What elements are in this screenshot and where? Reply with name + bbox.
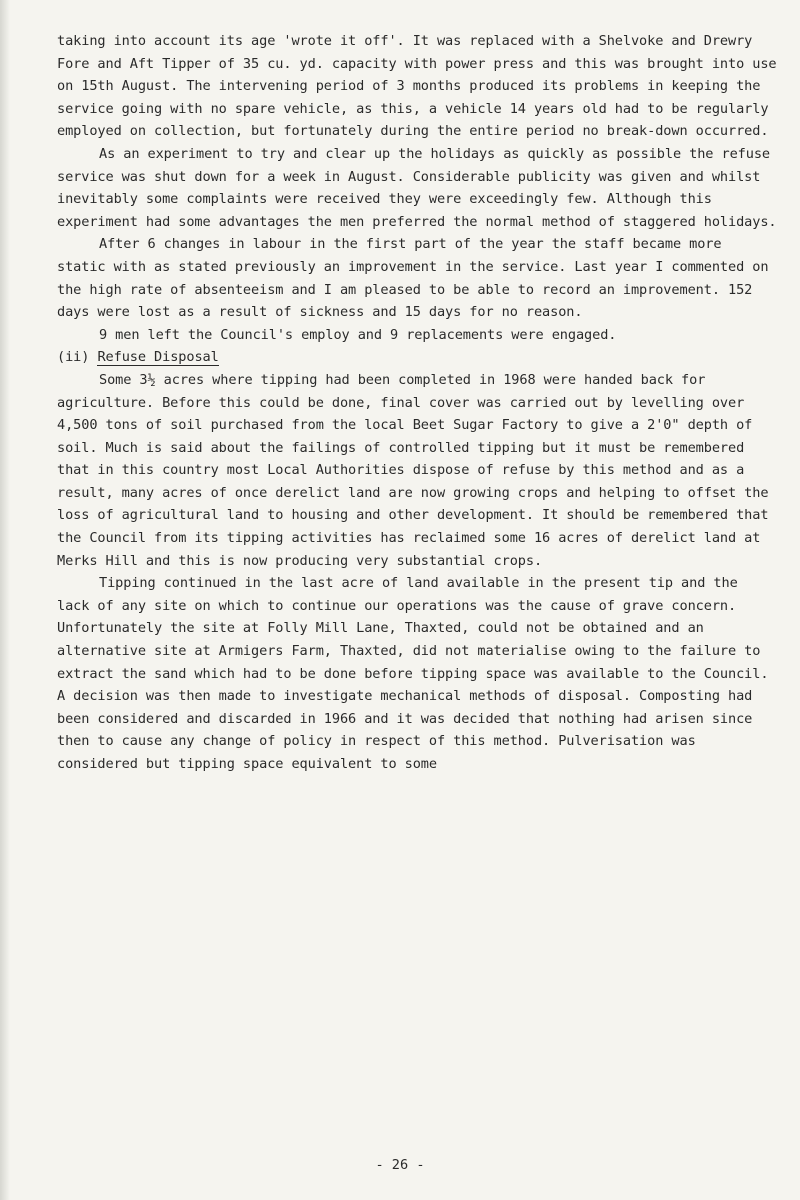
- paragraph-staff-turnover: 9 men left the Council's employ and 9 replacements were engaged.: [99, 326, 617, 343]
- paragraph-holiday-experiment: As an experiment to try and clear up the holidays as quickly as possible the refuse service was shut down for a week in August. Considerable publicity was given and whilst inevitably some complaints were received they were exceedingly few. Although this experiment had some advantages the men preferred the normal method of staggered holidays.: [57, 145, 779, 230]
- paragraph-tipping-sites: Tipping continued in the last acre of land available in the present tip and the lack of any site on which to continue our operations was the cause of grave concern. Unfortunately the site at Folly Mill Lane, Thaxted, could not be obtained and an alternative site at Armigers Farm, Thaxted, did not materialise owing to the failure to extract the sand which had to be done before tipping space was available to the Council. A decision was then made to investigate mechanical methods of disposal. Composting had been considered and discarded in 1966 and it was decided that nothing had arisen since then to cause any change of policy in respect of this method. Pulverisation was considered but tipping space equivalent to some: [57, 575, 777, 772]
- section-title: Refuse Disposal: [97, 349, 219, 366]
- section-heading-refuse-disposal: [57, 346, 777, 369]
- paragraph-labour-changes: After 6 changes in labour in the first part of the year the staff became more static with as stated previously an improvement in the service. Last year I commented on the high rate of absenteeism and I am pleased to be able to record an improvement. 152 days were lost as a result of sickness and 15 days for no reason.: [57, 236, 777, 321]
- section-number: (ii): [57, 349, 90, 366]
- page-number: - 26 -: [375, 1157, 425, 1173]
- scan-edge-shadow: [0, 0, 10, 1200]
- paragraph-vehicle-replacement: taking into account its age 'wrote it off'. It was replaced with a Shelvoke and Drewry Fore and Aft Tipper of 35 cu. yd. capacity with power press and this was brought into use on 15th August. The intervening period of 3 months produced its problems in keeping the service going with no spare vehicle, as this, a vehicle 14 years old had to be regularly employed on collection, but fortunately during the entire period no break-down occurred.: [57, 33, 785, 140]
- document-body: [57, 30, 785, 776]
- paragraph-land-reclamation: Some 3½ acres where tipping had been completed in 1968 were handed back for agriculture. Before this could be done, final cover was carried out by levelling over 4,500 tons of soil purchased from the local Beet Sugar Factory to give a 2'0" depth of soil. Much is said about the failings of controlled tipping but it must be remembered that in this country most Local Authorities dispose of refuse by this method and as a result, many acres of once derelict land are now growing crops and helping to offset the loss of agricultural land to housing and other development. It should be remembered that the Council from its tipping activities has reclaimed some 16 acres of derelict land at Merks Hill and this is now producing very substantial crops.: [57, 371, 777, 569]
